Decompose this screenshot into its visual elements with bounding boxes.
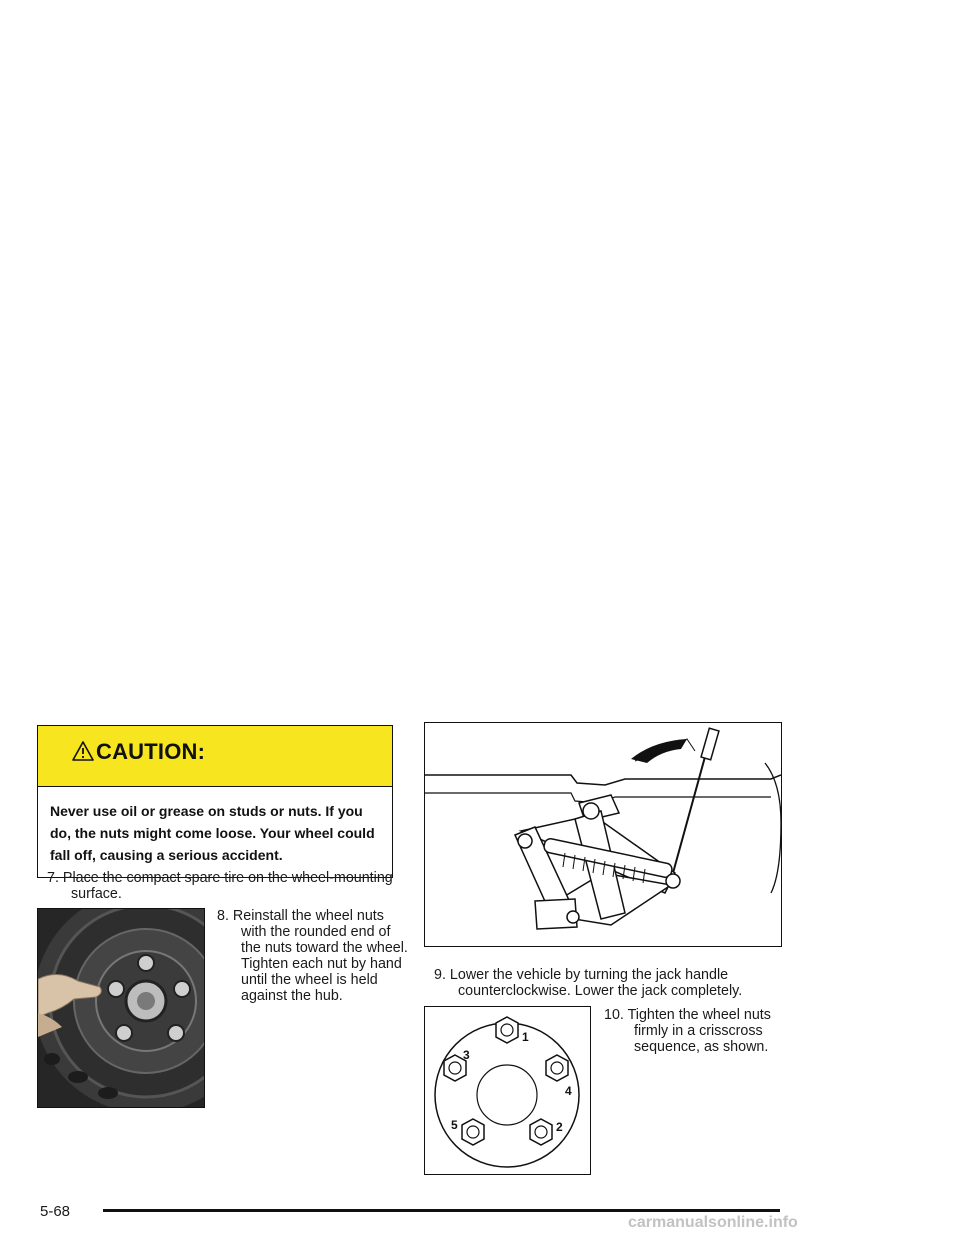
caution-text: Never use oil or grease on studs or nuts. If you do, the nuts might come loose. Your wheel could fall off, causing a serious accident.: [50, 803, 375, 863]
lug-nut-sequence-diagram: [424, 1006, 591, 1175]
caution-header: [38, 726, 392, 787]
jack-illustration: [424, 722, 782, 947]
caution-box: [37, 725, 393, 878]
watermark: carmanualsonline.info: [628, 1214, 798, 1231]
step-number: 10.: [604, 1007, 624, 1023]
lug-label-2: 2: [556, 1120, 563, 1134]
step-text: Reinstall the wheel nuts with the rounded end of the nuts toward the wheel. Tighten each nut by hand until the wheel is held against the hub.: [232, 908, 408, 1004]
step-10: [604, 1007, 809, 1055]
step-text: Lower the vehicle by turning the jack handle counterclockwise. Lower the jack completely.: [449, 967, 743, 999]
step-text: Tighten the wheel nuts firmly in a crisscross sequence, as shown.: [627, 1007, 771, 1055]
lug-label-1: 1: [522, 1030, 529, 1044]
lug-label-5: 5: [451, 1118, 458, 1132]
lug-nut-pattern-drawing: [425, 1007, 590, 1174]
step-number: 8.: [217, 908, 229, 924]
step-text: Place the compact spare tire on the wheel-mounting surface.: [62, 870, 393, 902]
step-7: [47, 870, 421, 902]
lug-label-4: 4: [565, 1084, 572, 1098]
lug-label-3: 3: [463, 1048, 470, 1062]
wheel-photo-image: [38, 909, 205, 1108]
caution-title: CAUTION:: [96, 739, 206, 764]
wheel-nut-photo: [37, 908, 205, 1108]
jack-lowering-drawing: [425, 723, 781, 946]
step-9: [434, 967, 803, 999]
warning-triangle-icon: [72, 740, 94, 762]
footer-rule: [103, 1209, 780, 1212]
step-number: 7.: [47, 870, 59, 886]
page-number: 5-68: [40, 1203, 71, 1220]
step-number: 9.: [434, 967, 446, 983]
step-8: [217, 908, 411, 1004]
